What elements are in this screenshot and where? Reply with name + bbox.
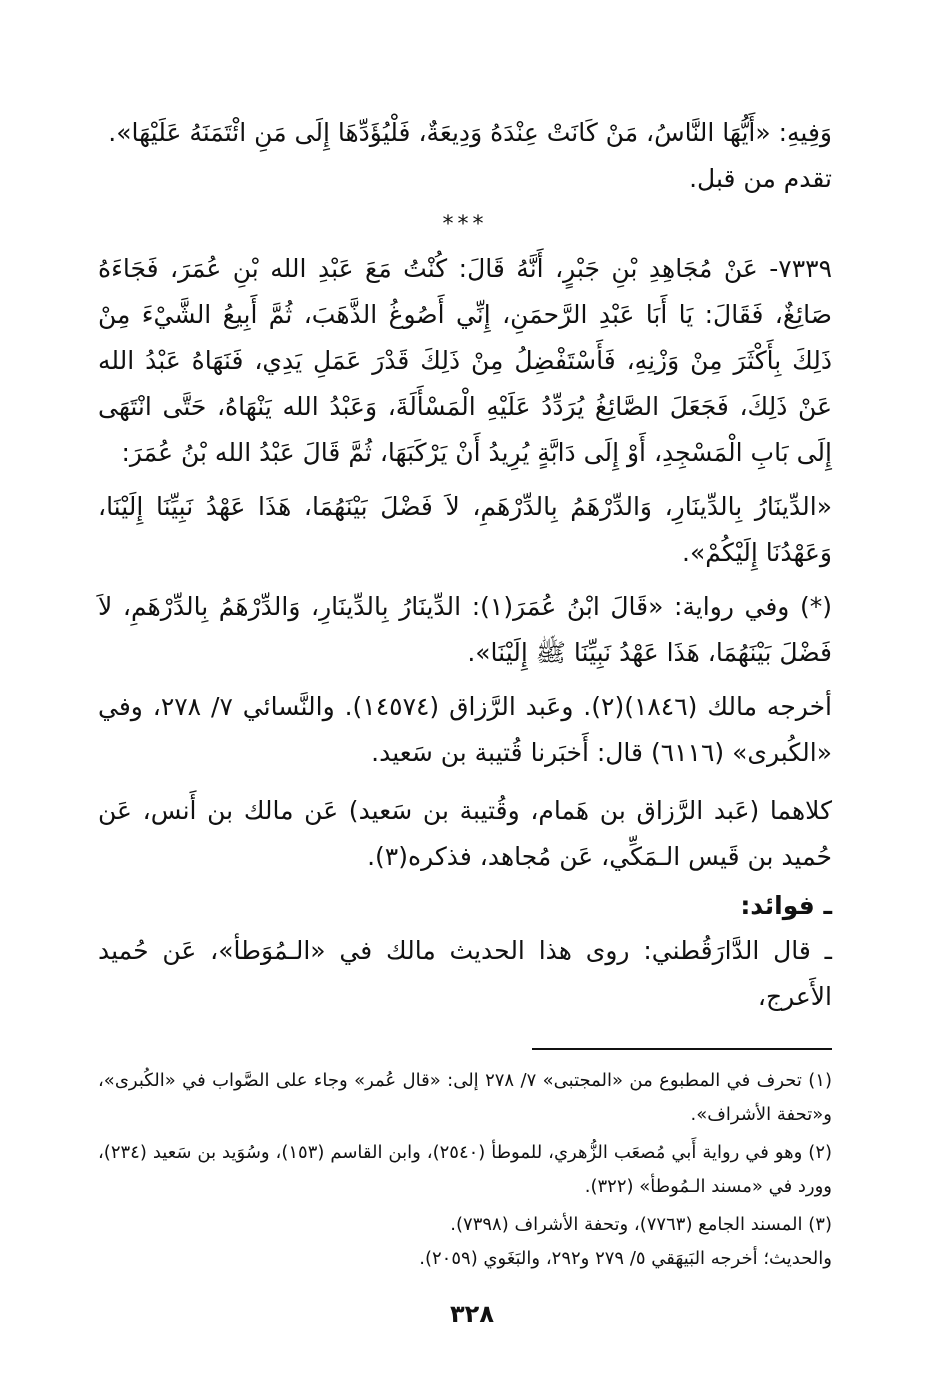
- footnote-1: (١) تحرف في المطبوع من «المجتبى» ٧/ ٢٧٨ إلى: «قال عُمر» وجاء على الصَّواب في «الكُبرى»، و«تحفة الأشراف».: [98, 1070, 832, 1125]
- footnote-3-continuation: والحديث؛ أخرجه البَيهَقي ٥/ ٢٧٩ و٢٩٢، والبَغَوي (٢٠٥٩).: [419, 1248, 832, 1269]
- isnad-summary: كلاهما (عَبد الرَّزاق بن هَمام، وقُتيبة بن سَعيد) عَن مالك بن أَنس، عَن حُميد بن قَيس الـمَكِّي، عَن مُجاهد، فذكره(٣).: [98, 796, 832, 871]
- hadith-7339-text: ٧٣٣٩- عَنْ مُجَاهِدِ بْنِ جَبْرٍ، أَنَّهُ قَالَ: كُنْتُ مَعَ عَبْدِ الله بْنِ عُمَرَ، فَجَاءَهُ صَائِغٌ، فَقَالَ: يَا أَبَا عَبْدِ الرَّحمَنِ، إِنِّي أَصُوغُ الذَّهَبَ، ثُمَّ أَبِيعُ الشَّيْءَ مِنْ ذَلِكَ بِأَكْثَرَ مِنْ وَزْنِهِ، فَأَسْتَفْضِلُ مِنْ ذَلِكَ قَدْرَ عَمَلِ يَدِي، فَنَهَاهُ عَبْدُ الله عَنْ ذَلِكَ، فَجَعَلَ الصَّائِغُ يُرَدِّدُ عَلَيْهِ الْمَسْأَلَةَ، وَعَبْدُ الله يَنْهَاهُ، حَتَّى انْتَهَى إِلَى بَابِ الْمَسْجِدِ، أَوْ إِلَى دَابَّةٍ يُرِيدُ أَنْ يَرْكَبَهَا، ثُمَّ قَالَ عَبْدُ الله بْنُ عُمَرَ:: [98, 254, 832, 467]
- daraqutni-note: ـ قال الدَّارَقُطني: روى هذا الحديث مالك في «الـمُوَطأ»، عَن حُميد الأَعرج،: [98, 936, 832, 1011]
- section-separator: ***: [442, 212, 488, 237]
- hadith-quote: «الدِّينَارُ بِالدِّينَارِ، وَالدِّرْهَمُ بِالدِّرْهَمِ، لاَ فَضْلَ بَيْنَهُمَا، هَذَا عَهْدُ نَبِيِّنَا إِلَيْنَا، وَعَهْدُنَا إِلَيْكُمْ».: [98, 492, 832, 567]
- footnote-divider: [532, 1048, 832, 1050]
- benefits-heading: ـ فوائد:: [740, 891, 832, 920]
- hadith-quote-line: وَفِيهِ: «أَيُّهَا النَّاسُ، مَنْ كَانَتْ عِنْدَهُ وَدِيعَةٌ، فَلْيُؤَدِّهَا إِلَى مَنِ ائْتَمَنَهُ عَلَيْهَا».: [108, 118, 832, 147]
- footnote-2: (٢) وهو في رواية أَبي مُصعَب الزُّهري، للموطأ (٢٥٤٠)، وابن القاسم (١٥٣)، وسُوَيد بن سَعيد (٢٣٤)، وورد في «مسند الـمُوطأ» (٣٢٢).: [98, 1142, 833, 1197]
- page-number: ٣٢٨: [450, 1300, 494, 1328]
- takhrij-sources: أخرجه مالك (١٨٤٦)(٢). وعَبد الرَّزاق (١٤٥٧٤). والنَّسائي ٧/ ٢٧٨، وفي «الكُبرى» (٦١١٦) قال: أَخبَرنا قُتيبة بن سَعيد.: [98, 692, 832, 767]
- footnote-3: (٣) المسند الجامع (٧٧٦٣)، وتحفة الأشراف (٧٣٩٨).: [450, 1214, 832, 1235]
- alternate-narration: (*) وفي رواية: «قَالَ ابْنُ عُمَرَ(١): الدِّينَارُ بِالدِّينَارِ، وَالدِّرْهَمُ بِالدِّرْهَمِ، لاَ فَضْلَ بَيْنَهُمَا، هَذَا عَهْدُ نَبِيِّنَا ﷺ إِلَيْنَا».: [98, 592, 832, 667]
- cross-reference-note: تقدم من قبل.: [689, 164, 832, 193]
